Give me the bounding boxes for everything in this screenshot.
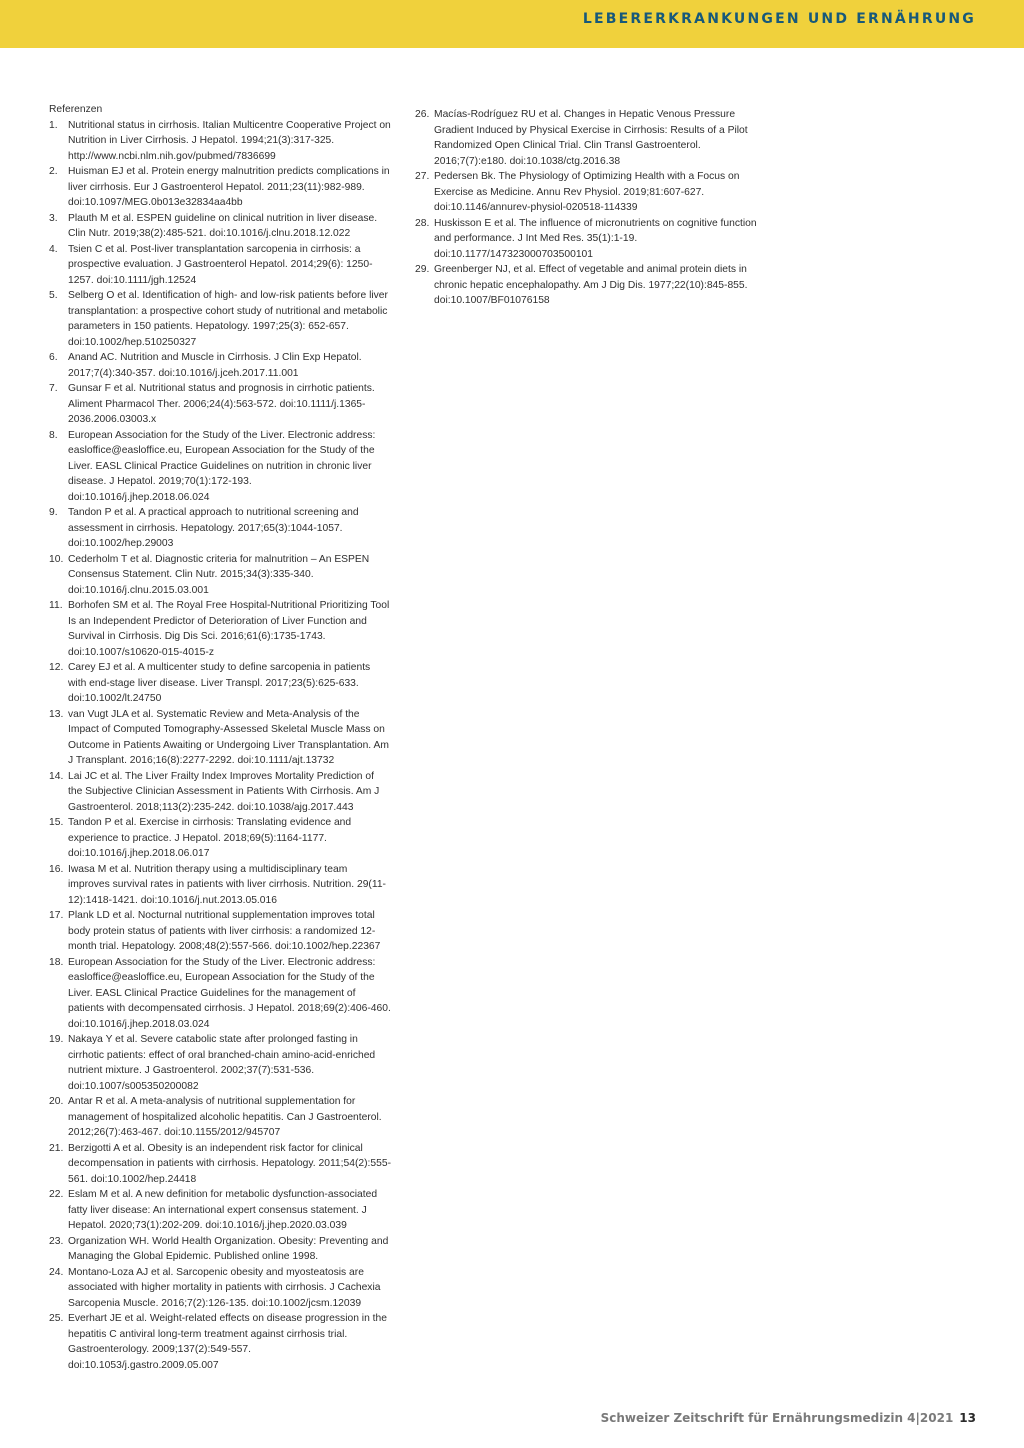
reference-text: Tandon P et al. Exercise in cirrhosis: Translating evidence and experience to practice. J Hepatol. 2018;69(5):1164-1177. doi:10.1016/j.jhep.2018.06.017 [68, 817, 352, 859]
reference-number: 21. [49, 1142, 64, 1154]
reference-item [49, 862, 391, 909]
reference-number: 28. [415, 217, 430, 229]
reference-text: Pedersen Bk. The Physiology of Optimizing Health with a Focus on Exercise as Medicine. Annu Rev Physiol. 2019;81:607-627. doi:10.1146/annurev-physiol-020518-114339 [434, 171, 740, 213]
reference-text: Iwasa M et al. Nutrition therapy using a multidisciplinary team improves survival rates in patients with liver cirrhosis. Nutrition. 29(11-12):1418-1421. doi:10.1016/j.nut.2013.05.016 [68, 863, 386, 906]
reference-text: Plank LD et al. Nocturnal nutritional supplementation improves total body protein status of patients with liver cirrhosis: a randomized 12-month trial. Hepatology. 2008;48(2):557-566. doi:10.1002/hep.22367 [68, 910, 381, 952]
reference-number: 22. [49, 1189, 64, 1200]
reference-number: 18. [49, 956, 64, 968]
reference-item [49, 1094, 391, 1141]
reference-number: 23. [49, 1235, 64, 1247]
reference-text: Antar R et al. A meta-analysis of nutritional supplementation for management of hospitalized alcoholic hepatitis. Can J Gastroenterol. 2012;26(7):463-467. doi:10.1155/2012/945707 [68, 1096, 382, 1138]
reference-number: 19. [49, 1034, 64, 1045]
reference-item [49, 505, 391, 552]
journal-name: Schweizer Zeitschrift für Ernährungsmedizin 4|2021 [600, 1411, 954, 1425]
reference-item [49, 118, 391, 165]
reference-text: Huisman EJ et al. Protein energy malnutrition predicts complications in liver cirrhosis. Eur J Gastroenterol Hepatol. 2011;23(11):982-989. doi:10.1097/MEG.0b013e32834aa4bb [68, 166, 390, 208]
reference-item [49, 598, 391, 660]
reference-list-right [415, 107, 760, 309]
reference-number: 5. [49, 290, 58, 301]
reference-number: 29. [415, 264, 430, 275]
reference-item [49, 164, 391, 211]
reference-text: Nakaya Y et al. Severe catabolic state after prolonged fasting in cirrhotic patients: effect of oral branched-chain amino-acid-enriched nutrient mixture. J Gastroenterol. 2002;37(7):531-536. doi:10.1007/s005350200082 [68, 1034, 376, 1092]
reference-number: 20. [49, 1096, 64, 1107]
reference-item [49, 242, 391, 289]
reference-text: van Vugt JLA et al. Systematic Review and Meta-Analysis of the Impact of Computed Tomography-Assessed Skeletal Muscle Mass on Outcome in Patients Awaiting or Undergoing Liver Transplantation. Am J Transplant. 2016;16(8):2277-2292. doi:10.1111/ajt.13732 [68, 708, 389, 766]
reference-item [415, 107, 760, 169]
reference-number: 13. [49, 708, 64, 720]
page-footer [601, 1411, 976, 1425]
section-title: LEBERERKRANKUNGEN UND ERNÄHRUNG [582, 11, 976, 27]
reference-item [49, 769, 391, 816]
reference-text: Plauth M et al. ESPEN guideline on clinical nutrition in liver disease. Clin Nutr. 2019;38(2):485-521. doi:10.1016/j.clnu.2018.12.022 [68, 212, 378, 239]
reference-number: 14. [49, 770, 64, 782]
reference-item [49, 908, 391, 955]
reference-text: Organization WH. World Health Organization. Obesity: Preventing and Managing the Global Epidemic. Published online 1998. [68, 1235, 389, 1262]
reference-item [49, 1265, 391, 1312]
reference-number: 24. [49, 1266, 64, 1278]
reference-item [415, 216, 760, 263]
reference-number: 8. [49, 429, 58, 441]
reference-text: European Association for the Study of the Liver. Electronic address: easloffice@easloffice.eu, European Association for the Study of the Liver. EASL Clinical Practice Guidelines on nutrition in chronic liver disease. J Hepatol. 2019;70(1):172-193. doi:10.1016/j.jhep.2018.06.024 [68, 429, 376, 503]
reference-number: 6. [49, 352, 58, 363]
reference-text: Everhart JE et al. Weight-related effects on disease progression in the hepatitis C antiviral long-term treatment against cirrhosis trial. Gastroenterology. 2009;137(2):549-557. doi:10.1053/j.gastro.2009.05.007 [68, 1313, 387, 1371]
reference-number: 15. [49, 817, 64, 828]
reference-item [49, 381, 391, 428]
reference-text: Tandon P et al. A practical approach to nutritional screening and assessment in cirrhosis. Hepatology. 2017;65(3):1044-1057. doi:10.1002/hep.29003 [68, 507, 359, 549]
reference-text: Cederholm T et al. Diagnostic criteria for malnutrition – An ESPEN Consensus Statement. Clin Nutr. 2015;34(3):335-340. doi:10.1016/j.clnu.2015.03.001 [68, 553, 370, 596]
reference-text: Borhofen SM et al. The Royal Free Hospital-Nutritional Prioritizing Tool Is an Independent Predictor of Deterioration of Liver Function and Survival in Cirrhosis. Dig Dis Sci. 2016;61(6):1735-1743. doi:10.1007/s10620-015-4015-z [68, 600, 390, 658]
reference-item [49, 660, 391, 707]
reference-item [49, 1032, 391, 1094]
reference-item [49, 288, 391, 350]
header-band [0, 0, 1024, 48]
reference-number: 12. [49, 662, 64, 673]
reference-item [49, 815, 391, 862]
reference-number: 7. [49, 383, 58, 394]
reference-item [49, 955, 391, 1033]
reference-item [49, 707, 391, 769]
reference-text: Anand AC. Nutrition and Muscle in Cirrhosis. J Clin Exp Hepatol. 2017;7(4):340-357. doi:10.1016/j.jceh.2017.11.001 [68, 352, 362, 379]
reference-text: Tsien C et al. Post-liver transplantation sarcopenia in cirrhosis: a prospective evaluation. J Gastroenterol Hepatol. 2014;29(6): 1250-1257. doi:10.1111/jgh.12524 [68, 243, 373, 286]
reference-text: Montano-Loza AJ et al. Sarcopenic obesity and myosteatosis are associated with higher mortality in patients with cirrhosis. J Cachexia Sarcopenia Muscle. 2016;7(2):126-135. doi:10.1002/jcsm.12039 [68, 1266, 381, 1309]
reference-item [415, 169, 760, 216]
reference-item [49, 1141, 391, 1188]
reference-text: Eslam M et al. A new definition for metabolic dysfunction-associated fatty liver disease: An international expert consensus statement. J Hepatol. 2020;73(1):202-209. doi:10.1016/j.jhep.2020.03.039 [68, 1189, 378, 1231]
reference-text: Huskisson E et al. The influence of micronutrients on cognitive function and performance. J Int Med Res. 35(1):1-19. doi:10.1177/147323000703500101 [434, 217, 757, 260]
reference-text: Lai JC et al. The Liver Frailty Index Improves Mortality Prediction of the Subjective Clinician Assessment in Patients With Cirrhosis. Am J Gastroenterol. 2018;113(2):235-242. doi:10.1038/ajg.2017.443 [68, 770, 380, 813]
reference-item [49, 1187, 391, 1234]
reference-item [49, 1311, 391, 1373]
reference-text: Carey EJ et al. A multicenter study to define sarcopenia in patients with end-stage liver disease. Liver Transpl. 2017;23(5):625-633. doi:10.1002/lt.24750 [68, 662, 371, 704]
reference-text: Greenberger NJ, et al. Effect of vegetable and animal protein diets in chronic hepatic encephalopathy. Am J Dig Dis. 1977;22(10):845-855. doi:10.1007/BF01076158 [434, 264, 748, 306]
reference-number: 3. [49, 212, 58, 224]
reference-number: 16. [49, 863, 64, 875]
reference-item [49, 428, 391, 506]
reference-number: 4. [49, 243, 58, 255]
reference-number: 2. [49, 166, 58, 177]
reference-text: Selberg O et al. Identification of high- and low-risk patients before liver transplantation: a prospective cohort study of nutritional and metabolic parameters in 150 patients. Hepatology. 1997;25(3): 652-657. doi:10.1002/hep.510250327 [68, 290, 388, 348]
reference-number: 26. [415, 109, 430, 120]
reference-text: European Association for the Study of the Liver. Electronic address: easloffice@easloffice.eu, European Association for the Study of the Liver. EASL Clinical Practice Guidelines for the management of patients with decompensated cirrhosis. J Hepatol. 2018;69(2):406-460. doi:10.1016/j.jhep.2018.03.024 [68, 956, 391, 1030]
reference-text: Gunsar F et al. Nutritional status and prognosis in cirrhotic patients. Aliment Pharmacol Ther. 2006;24(4):563-572. doi:10.1111/j.1365-2036.2006.03003.x [68, 383, 375, 425]
reference-item [49, 552, 391, 599]
reference-list-left [49, 118, 391, 1374]
references-heading: Referenzen [49, 104, 103, 115]
reference-text: Macías-Rodríguez RU et al. Changes in Hepatic Venous Pressure Gradient Induced by Physical Exercise in Cirrhosis: Results of a Pilot Randomized Open Clinical Trial. Clin Transl Gastroenterol. 2016;7(7):e180. doi:10.1038/ctg.2016.38 [434, 109, 748, 167]
reference-item [49, 350, 391, 381]
reference-text: Nutritional status in cirrhosis. Italian Multicentre Cooperative Project on Nutrition in Liver Cirrhosis. J Hepatol. 1994;21(3):317-325. http://www.ncbi.nlm.nih.gov/pubmed/7836699 [68, 119, 391, 162]
reference-item [415, 262, 760, 309]
references-column-left [49, 102, 391, 1373]
reference-number: 1. [49, 119, 58, 131]
reference-number: 27. [415, 171, 430, 182]
reference-number: 17. [49, 910, 64, 921]
reference-number: 25. [49, 1313, 64, 1324]
references-column-right [415, 107, 760, 309]
reference-item [49, 211, 391, 242]
reference-item [49, 1234, 391, 1265]
reference-number: 11. [49, 600, 63, 611]
reference-number: 9. [49, 507, 58, 518]
page-number: 13 [959, 1411, 976, 1425]
reference-text: Berzigotti A et al. Obesity is an independent risk factor for clinical decompensation in patients with cirrhosis. Hepatology. 2011;54(2):555-561. doi:10.1002/hep.24418 [68, 1142, 392, 1185]
reference-number: 10. [49, 553, 64, 565]
